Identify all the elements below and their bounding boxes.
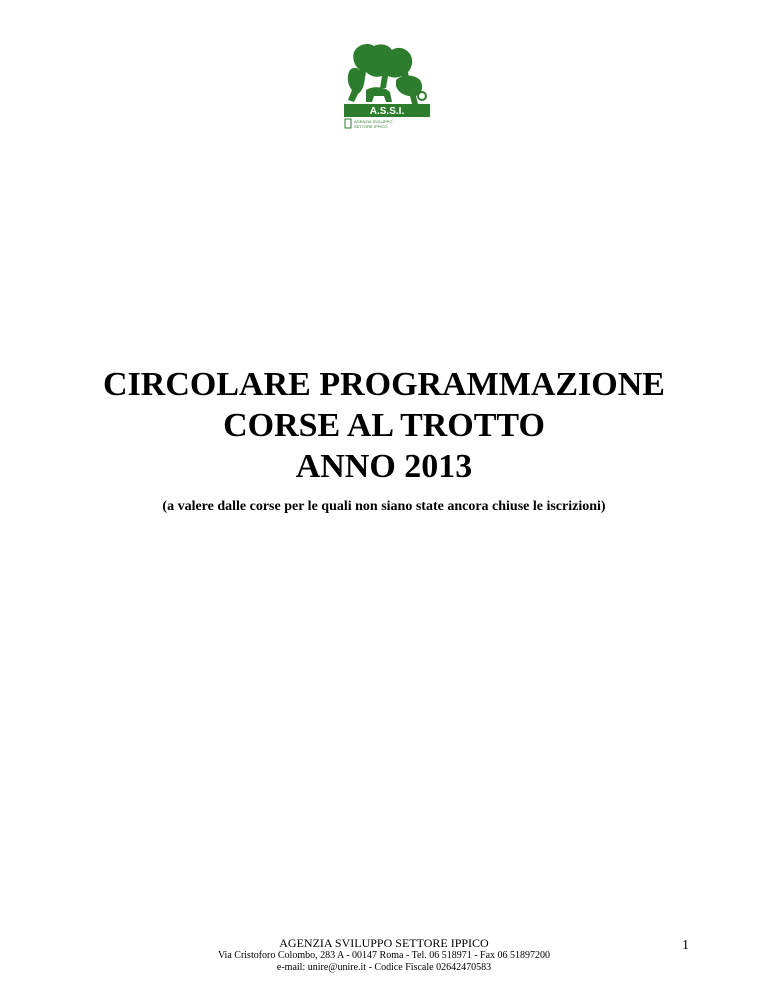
footer-organization: AGENZIA SVILUPPO SETTORE IPPICO xyxy=(279,936,489,950)
horse-logo-icon xyxy=(344,40,430,132)
footer-contact: e-mail: unire@unire.it - Codice Fiscale 02642470583 xyxy=(276,962,492,973)
page-number: 1 xyxy=(682,938,689,953)
title-line-1: CIRCOLARE PROGRAMMAZIONE xyxy=(103,366,665,403)
document-subtitle: (a valere dalle corse per le quali non siano state ancora chiuse le iscrizioni) xyxy=(162,499,606,514)
page-footer xyxy=(0,936,768,974)
logo-name: A.S.S.I. xyxy=(369,106,405,117)
logo-tagline-line2: SETTORE IPPICO xyxy=(354,124,388,129)
footer-address: Via Cristoforo Colombo, 283 A - 00147 Roma - Tel. 06 518971 - Fax 06 51897200 xyxy=(217,950,551,961)
title-line-2: CORSE AL TROTTO xyxy=(223,407,545,444)
title-line-3: ANNO 2013 xyxy=(295,448,473,485)
assi-logo xyxy=(344,40,430,132)
document-title xyxy=(0,364,768,487)
logo-tagline-line1: AGENZIA SVILUPPO xyxy=(354,119,393,124)
